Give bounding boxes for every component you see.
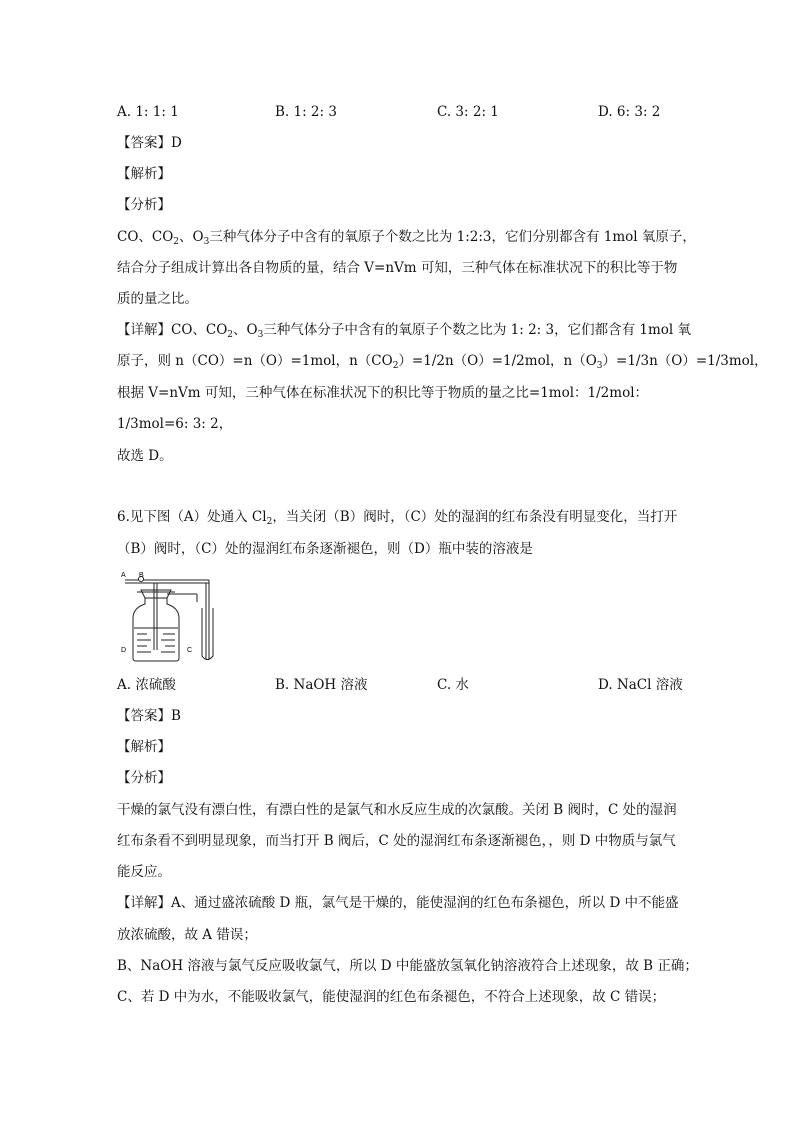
q6-option-a: A. 浓硫酸 [117,677,176,693]
q5-detail-line-4: 1/3mol=6: 3: 2， [117,416,233,432]
q5-answer: 【答案】D [117,135,182,151]
q5-option-a: A. 1: 1: 1 [117,104,179,120]
q6-fenxi-heading: 【分析】 [117,770,171,786]
q6-stem-line-1: 6.见下图（A）处通入 $Cl_2$，当关闭（B）阀时，（C）处的湿润的红布条没有明显变化，当打开 [117,509,678,527]
q6-stem-line-2: （B）阀时，（C）处的湿润红布条逐渐褪色，则（D）瓶中装的溶液是 [117,541,533,557]
gas-wash-apparatus-figure [117,568,227,664]
stopper [141,590,171,598]
q5-jiexi-heading: 【解析】 [117,166,171,182]
q6-option-b: B. NaOH 溶液 [275,677,368,693]
q5-option-c: C. 3: 2: 1 [437,104,499,120]
q6-option-d: D. NaCl 溶液 [598,677,683,693]
label-c: C [187,647,193,654]
q6-detail-line-4: C、若 D 中为水，不能吸收氯气，能使湿润的红色布条褪色，不符合上述现象，故 C 错误； [117,989,666,1005]
q5-option-d: D. 6: 3: 2 [598,104,661,120]
test-tube-c [202,608,213,660]
q6-analysis-line-3: 能反应。 [117,864,171,880]
q5-detail-line-3: 根据 V=nVm 可知，三种气体在标准状况下的积比等于物质的量之比=1mol：1/2mol： [117,385,649,401]
label-a: A [121,572,126,579]
q6-analysis-line-1: 干燥的氯气没有漂白性，有漂白性的是氯气和水反应生成的次氯酸。关闭 B 阀时，C 处的湿润 [117,802,677,818]
q6-answer: 【答案】B [117,708,181,724]
q5-fenxi-heading: 【分析】 [117,197,171,213]
q5-analysis-line-3: 质的量之比。 [117,291,198,307]
q5-detail-line-2: 原子，则 n（CO）=n（O）=1mol，$n(CO_2)=1/2n(O)=1/2mol$，$n(O_3)=1/3n(O)=1/3mol$， [117,353,768,371]
q6-analysis-line-2: 红布条看不到明显现象，而当打开 B 阀后，C 处的湿润红布条逐渐褪色，，则 D 中物质与氯气 [117,833,676,849]
q5-detail-line-1: 【详解】CO、$CO_2$、$O_3$三种气体分子中含有的氧原子个数之比为 1: 2: 3，它们都含有 1mol 氧 [117,322,691,340]
q5-option-b: B. 1: 2: 3 [275,104,337,120]
q6-detail-line-2: 放浓硫酸，故 A 错误； [117,927,257,943]
q6-jiexi-heading: 【解析】 [117,739,171,755]
q6-detail-line-1: 【详解】A、通过盛浓硫酸 D 瓶，氯气是干燥的，能使湿润的红色布条褪色，所以 D 中不能盛 [117,895,679,911]
q6-detail-line-3: B、NaOH 溶液与氯气反应吸收氯气，所以 D 中能盛放氢氧化钠溶液符合上述现象，故 B 正确； [117,958,698,974]
q6-option-c: C. 水 [437,677,469,693]
label-b: B [139,572,144,579]
q5-detail-line-5: 故选 D。 [117,448,173,464]
q5-analysis-line-2: 结合分子组成计算出各自物质的量，结合 V=nVm 可知，三种气体在标准状况下的积比等于物 [117,260,678,276]
q5-analysis-line-1: CO、$CO_2$、$O_3$三种气体分子中含有的氧原子个数之比为 1:2:3，它们分别都含有 1mol 氧原子， [117,229,696,247]
label-d: D [121,647,127,654]
